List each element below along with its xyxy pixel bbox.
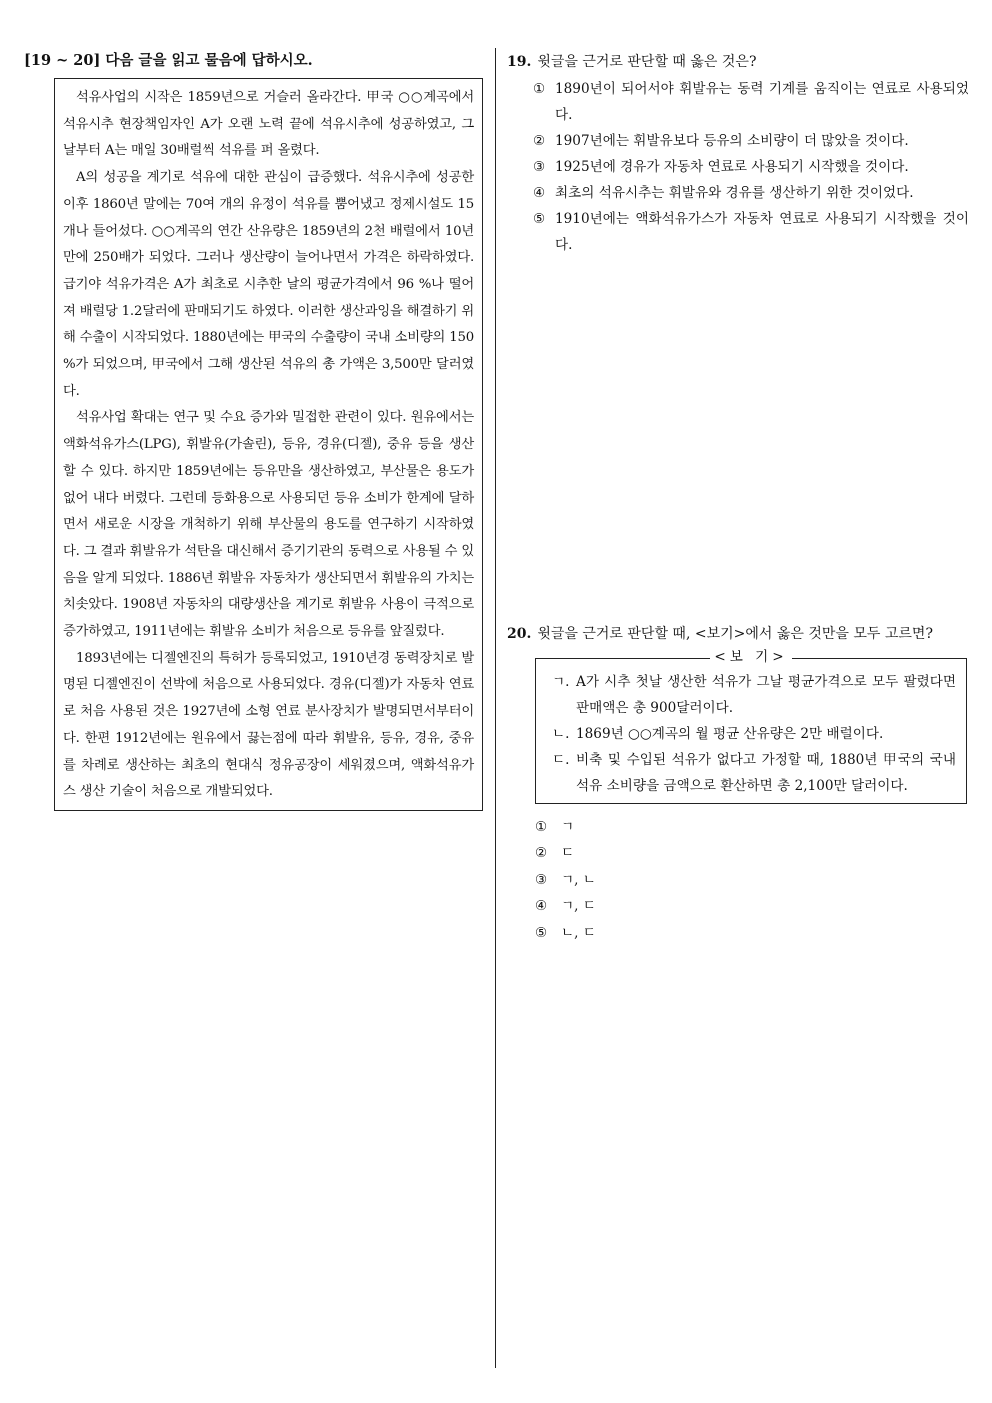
question-20 [507, 622, 969, 946]
option-text: ㄱ [561, 819, 575, 835]
question-19-text: 윗글을 근거로 판단할 때 옳은 것은? [537, 54, 757, 70]
bogi-item-mark: ㄷ. [552, 752, 570, 768]
option-text: ㄴ, ㄷ [561, 924, 596, 941]
question-19-option[interactable] [533, 128, 969, 154]
bogi-box [535, 658, 967, 804]
option-number: ③ [533, 159, 546, 175]
question-20-option[interactable] [535, 840, 969, 866]
column-divider [495, 48, 496, 1368]
section-heading: [19 ~ 20] 다음 글을 읽고 물음에 답하시오. [24, 52, 313, 69]
question-19-stem [507, 50, 969, 74]
passage-paragraph-2: A의 성공을 계기로 석유에 대한 관심이 급증했다. 석유시추에 성공한 이후 1860년 말에는 70여 개의 유정이 석유를 뿜어냈고 정제시설도 15개나 들어섰다. ○○계곡의 연간 산유량은 1859년의 2천 배럴에서 10년 만에 250배가 되었다. 그러나 생산량이 늘어나면서 가격은 하락하였다. 급기야 석유가격은 A가 최초로 시추한 날의 평균가격에서 96 %나 떨어져 배럴당 1.2달러에 판매되기도 하였다. 이러한 생산과잉을 해결하기 위해 수출이 시작되었다. 1880년에는 甲국의 수출량이 국내 소비량의 150 %가 되었으며, 甲국에서 그해 생산된 석유의 총 가액은 3,500만 달러였다. [63, 170, 474, 399]
bogi-item [546, 747, 956, 799]
question-20-options [535, 814, 969, 946]
question-20-option[interactable] [535, 867, 969, 893]
passage-paragraph-1: 석유사업의 시작은 1859년으로 거슬러 올라간다. 甲국 ○○계곡에서 석유시추 현장책임자인 A가 오랜 노력 끝에 석유시추에 성공하였고, 그날부터 A는 매일 30배럴씩 석유를 퍼 올렸다. [63, 90, 474, 159]
passage-paragraph-3: 석유사업 확대는 연구 및 수요 증가와 밀접한 관련이 있다. 원유에서는 액화석유가스(LPG), 휘발유(가솔린), 등유, 경유(디젤), 중유 등을 생산할 수 있다. 하지만 1859년에는 등유만을 생산하였고, 부산물은 용도가 없어 내다 버렸다. 그런데 등화용으로 사용되던 등유 소비가 한계에 달하면서 새로운 시장을 개척하기 위해 부산물의 용도를 연구하기 시작하였다. 그 결과 휘발유가 석탄을 대신해서 증기기관의 동력으로 사용될 수 있음을 알게 되었다. 1886년 휘발유 자동차가 생산되면서 휘발유의 가치는 치솟았다. 1908년 자동차의 대량생산을 계기로 휘발유 사용이 극적으로 증가하였고, 1911년에는 휘발유 소비가 처음으로 등유를 앞질렀다. [63, 410, 474, 640]
option-number: ② [535, 845, 548, 862]
question-19-option[interactable] [533, 180, 969, 206]
bogi-item-text: 1869년 ○○계곡의 월 평균 산유량은 2만 배럴이다. [576, 726, 884, 742]
question-20-option[interactable] [535, 920, 969, 946]
option-text: ㄱ, ㄴ [561, 871, 596, 888]
question-20-stem [507, 622, 969, 646]
question-19-option[interactable] [533, 76, 969, 128]
option-text: 최초의 석유시추는 휘발유와 경유를 생산하기 위한 것이었다. [555, 185, 914, 201]
option-number: ① [535, 819, 548, 835]
right-column [507, 50, 969, 941]
bogi-title [535, 648, 967, 666]
option-number: ① [533, 81, 546, 97]
option-text: ㄷ [561, 845, 575, 862]
bogi-item-mark: ㄴ. [552, 726, 570, 742]
option-text: 1910년에는 액화석유가스가 자동차 연료로 사용되기 시작했을 것이다. [555, 211, 969, 253]
question-20-number: 20. [507, 626, 532, 642]
option-text: ㄱ, ㄷ [561, 898, 596, 915]
question-19-option[interactable] [533, 206, 969, 258]
bogi-section [535, 649, 967, 804]
option-number: ④ [535, 898, 548, 915]
option-number: ⑤ [533, 211, 546, 227]
passage-box [54, 78, 483, 811]
bogi-title-text: <보 기> [710, 649, 791, 665]
passage-paragraph-4: 1893년에는 디젤엔진의 특허가 등록되었고, 1910년경 동력장치로 발명된 디젤엔진이 선박에 처음으로 사용되었다. 경유(디젤)가 자동차 연료로 처음 사용된 것은 1927년에 소형 연료 분사장치가 발명되면서부터이다. 한편 1912년에는 원유에서 끓는점에 따라 휘발유, 등유, 경유, 중유를 차례로 생산하는 최초의 현대식 정유공장이 세워졌으며, 액화석유가스 생산 기술이 처음으로 개발되었다. [63, 650, 474, 800]
question-19-option[interactable] [533, 154, 969, 180]
bogi-item-text: A가 시추 첫날 생산한 석유가 그날 평균가격으로 모두 팔렸다면 판매액은 총 900달러이다. [576, 674, 956, 716]
option-number: ⑤ [535, 924, 548, 941]
left-column [24, 50, 486, 811]
option-number: ② [533, 133, 546, 149]
option-number: ④ [533, 185, 546, 201]
question-19 [507, 50, 969, 258]
question-20-text: 윗글을 근거로 판단할 때, <보기>에서 옳은 것만을 모두 고르면? [537, 626, 933, 642]
option-text: 1925년에 경유가 자동차 연료로 사용되기 시작했을 것이다. [555, 159, 909, 175]
question-19-number: 19. [507, 54, 532, 70]
question-20-option[interactable] [535, 893, 969, 919]
bogi-item-mark: ㄱ. [552, 674, 570, 690]
bogi-item-text: 비축 및 수입된 석유가 없다고 가정할 때, 1880년 甲국의 국내 석유 소비량을 금액으로 환산하면 총 2,100만 달러이다. [576, 752, 956, 794]
option-number: ③ [535, 871, 548, 888]
option-text: 1907년에는 휘발유보다 등유의 소비량이 더 많았을 것이다. [555, 133, 909, 149]
bogi-item [546, 721, 956, 747]
question-20-option[interactable] [535, 814, 969, 840]
option-text: 1890년이 되어서야 휘발유는 동력 기계를 움직이는 연료로 사용되었다. [555, 81, 969, 123]
question-19-options [533, 76, 969, 258]
bogi-item [546, 669, 956, 721]
